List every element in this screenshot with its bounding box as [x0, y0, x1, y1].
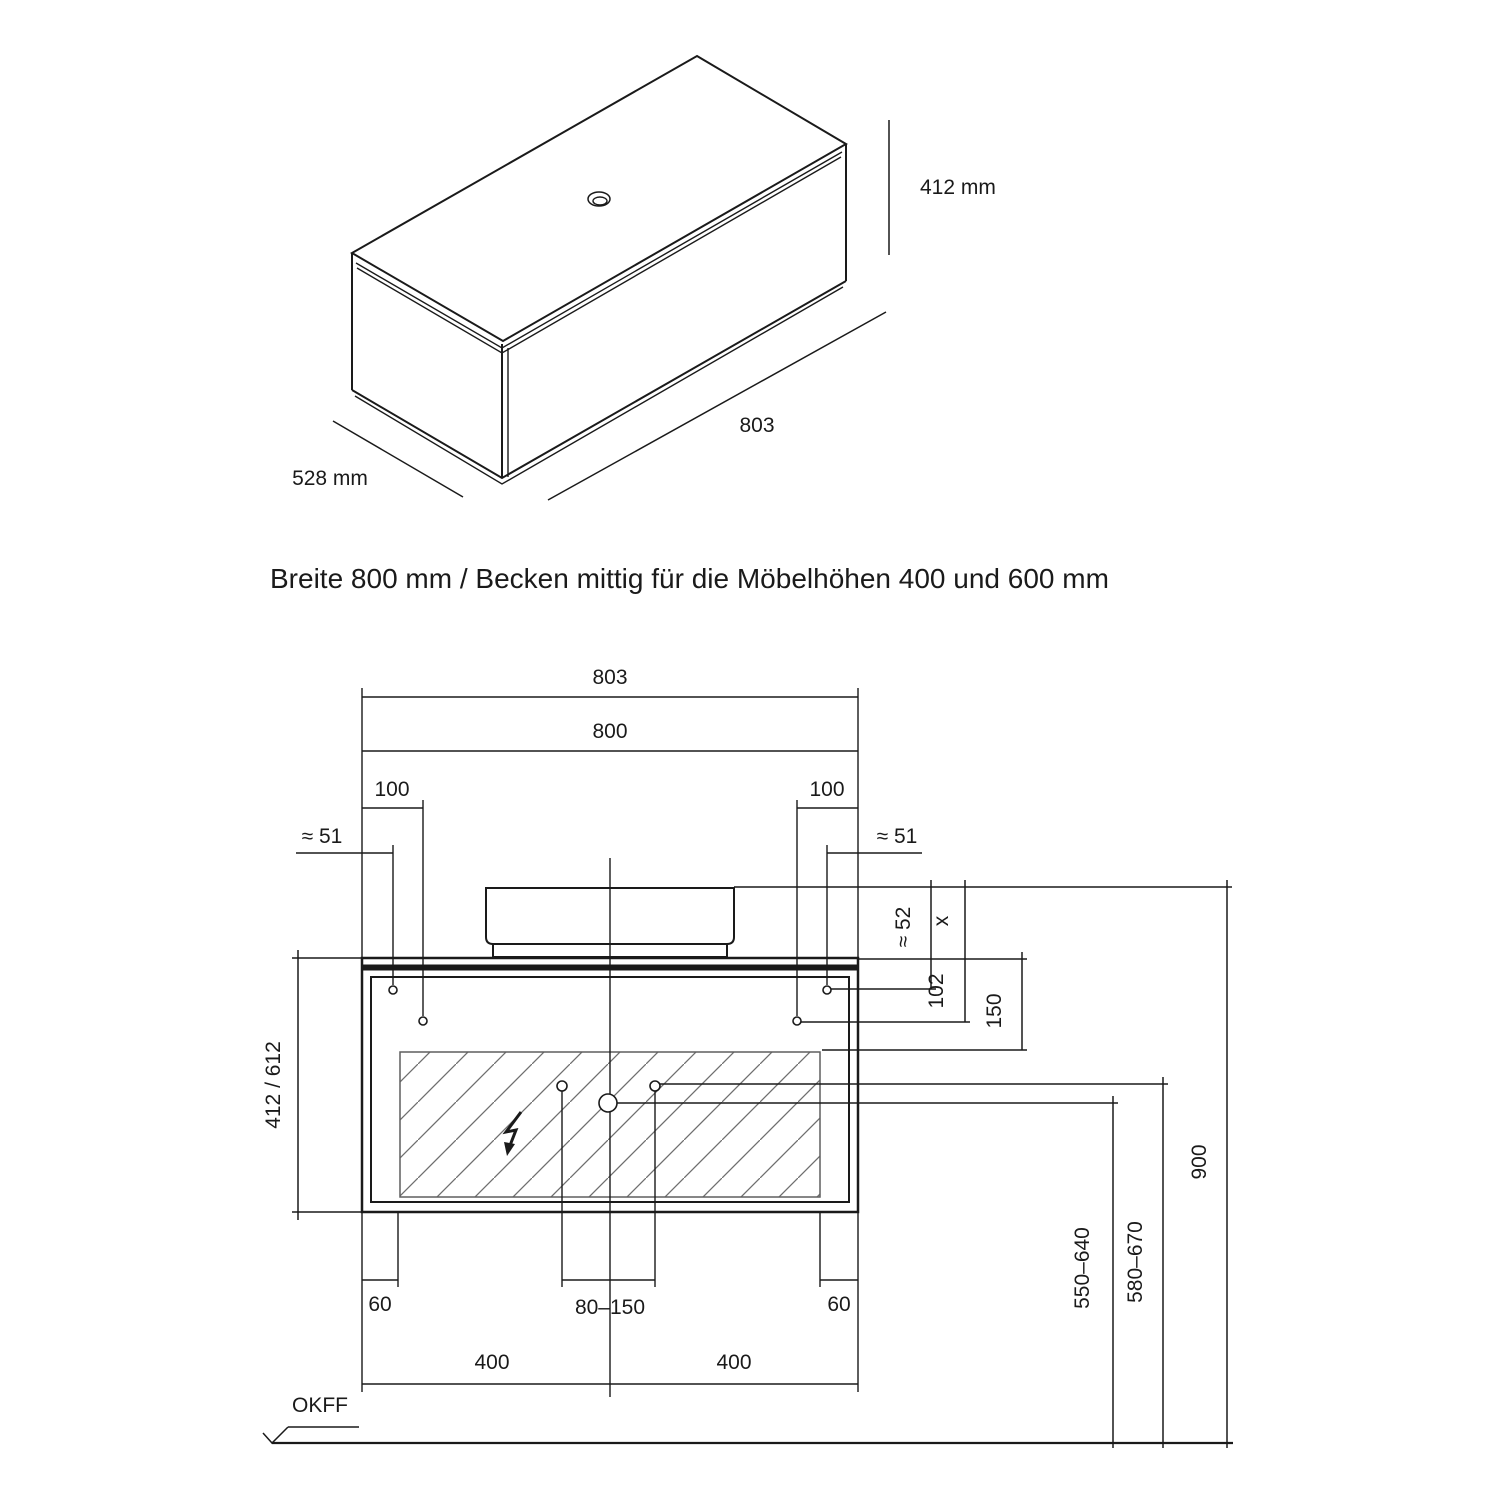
- dim-51-right-label: ≈ 51: [876, 825, 918, 848]
- drawing-note: Breite 800 mm / Becken mittig für die Möbelhöhen 400 und 600 mm: [270, 563, 1109, 594]
- dim-102-label: 102: [925, 973, 948, 1009]
- mount-hole-51-left: [389, 986, 397, 994]
- iso-top-face: [352, 56, 846, 341]
- dim-803-label: 803: [592, 666, 628, 689]
- dim-800-label: 800: [592, 720, 628, 743]
- dim-52-label: ≈ 52: [892, 906, 915, 948]
- iso-depth-label: 528 mm: [292, 467, 368, 490]
- dim-550-640-label: 550–640: [1071, 1227, 1094, 1309]
- dim-412-612-label: 412 / 612: [262, 1041, 285, 1129]
- datum-check-icon: [263, 1427, 288, 1443]
- dim-51-left-label: ≈ 51: [301, 825, 343, 848]
- dim-150-label: 150: [983, 993, 1006, 1029]
- iso-countertop-edge2: [357, 157, 841, 353]
- valve-circle-right: [650, 1081, 660, 1091]
- mount-hole-51-right: [823, 986, 831, 994]
- mount-hole-100-right: [793, 1017, 801, 1025]
- iso-bottom-edges2: [355, 287, 843, 484]
- dim-80-150-label: 80–150: [574, 1296, 646, 1319]
- iso-width-label: 803: [739, 414, 775, 437]
- datum-label: OKFF: [292, 1394, 348, 1417]
- mount-hole-100-left: [419, 1017, 427, 1025]
- dim-100-right-label: 100: [809, 778, 845, 801]
- iso-bottom-edges: [352, 281, 846, 478]
- iso-countertop-edge: [356, 152, 842, 348]
- dim-100-left-label: 100: [374, 778, 410, 801]
- dim-400-right-label: 400: [716, 1351, 752, 1374]
- valve-circle-left: [557, 1081, 567, 1091]
- front-elevation: [262, 666, 1233, 1448]
- drain-circle: [599, 1094, 617, 1112]
- iso-width-dim-line: [548, 312, 886, 500]
- dim-900-label: 900: [1188, 1144, 1211, 1180]
- dim-580-670-label: 580–670: [1124, 1221, 1147, 1303]
- dim-60-right-label: 60: [827, 1293, 851, 1316]
- isometric-view: [292, 56, 996, 500]
- dim-60-left-label: 60: [368, 1293, 392, 1316]
- dim-400-left-label: 400: [474, 1351, 510, 1374]
- faucet-hole-inner: [593, 197, 607, 205]
- dim-x-label: x: [930, 915, 953, 927]
- iso-height-label: 412 mm: [920, 176, 996, 199]
